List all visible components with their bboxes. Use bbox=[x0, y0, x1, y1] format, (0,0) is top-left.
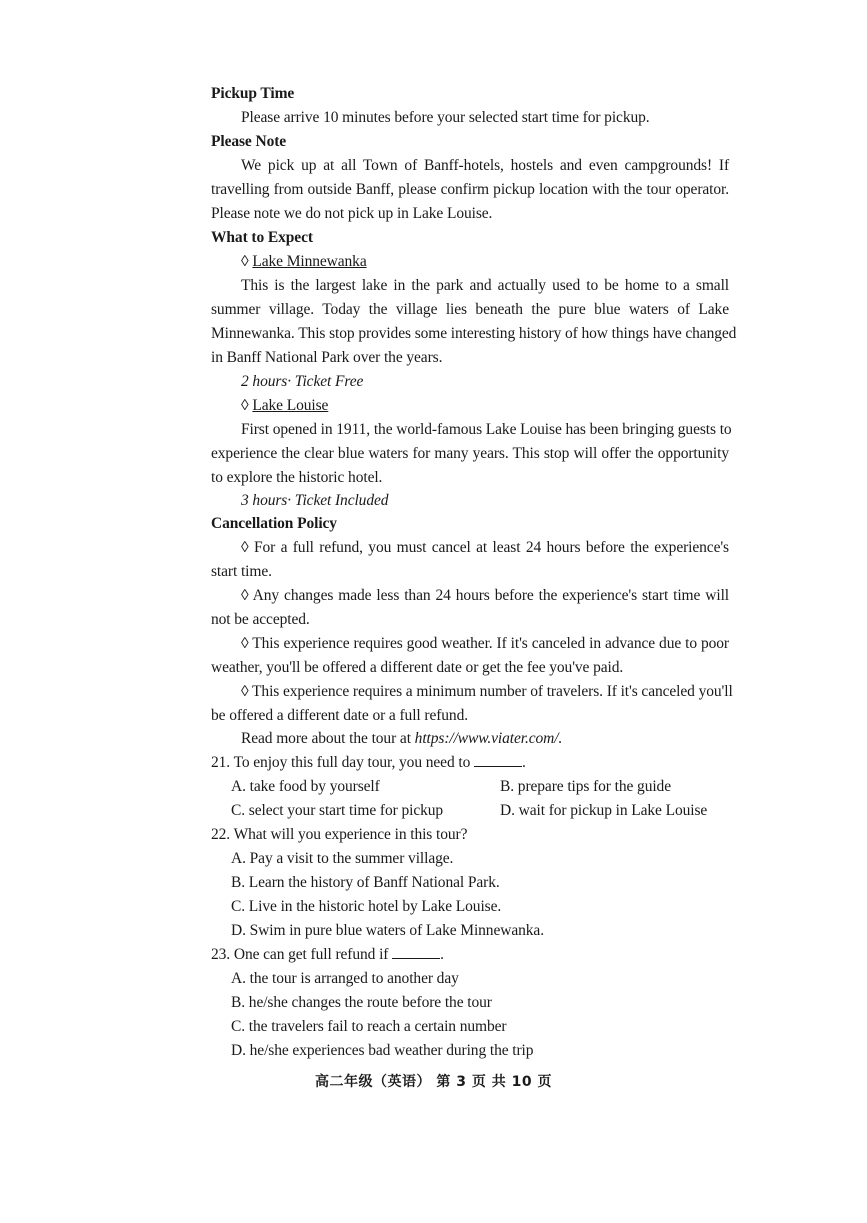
stop-line: in Banff National Park over the years. bbox=[211, 349, 443, 366]
expect-heading: What to Expect bbox=[211, 229, 313, 246]
stop-name-lake-louise: Lake Louise bbox=[252, 397, 329, 414]
note-heading: Please Note bbox=[211, 133, 287, 150]
question-stem: 21. To enjoy this full day tour, you need to bbox=[211, 754, 471, 771]
option-d: D. he/she experiences bad weather during the trip bbox=[231, 1042, 534, 1059]
policy-line: start time. bbox=[211, 563, 272, 580]
policy-line: weather, you'll be offered a different date or get the fee you've paid. bbox=[211, 659, 624, 676]
policy-line: ◊ Any changes made less than 24 hours before the experience's start time will bbox=[241, 587, 729, 604]
question-23 bbox=[211, 943, 729, 967]
note-line-2: travelling from outside Banff, please confirm pickup location with the tour operator. bbox=[211, 181, 729, 198]
tour-url: https://www.viater.com/. bbox=[414, 730, 563, 747]
stop-title bbox=[241, 394, 729, 418]
read-more bbox=[241, 727, 729, 751]
question-22: 22. What will you experience in this tour? bbox=[211, 826, 468, 843]
cancellation-heading: Cancellation Policy bbox=[211, 515, 337, 532]
policy-line: ◊ This experience requires good weather. If it's canceled in advance due to poor bbox=[241, 635, 729, 652]
question-end: . bbox=[440, 946, 444, 963]
option-a: A. Pay a visit to the summer village. bbox=[231, 850, 454, 867]
option-c: C. Live in the historic hotel by Lake Louise. bbox=[231, 898, 502, 915]
option-c: C. the travelers fail to reach a certain number bbox=[231, 1018, 507, 1035]
page-footer: 高二年级（英语） 第 3 页 共 10 页 bbox=[315, 1074, 552, 1090]
question-end: . bbox=[522, 754, 526, 771]
stop-line: This is the largest lake in the park and actually used to be home to a small bbox=[241, 277, 729, 294]
stop-line: summer village. Today the village lies beneath the pure blue waters of Lake bbox=[211, 301, 729, 318]
diamond-bullet-icon: ◊ bbox=[241, 253, 249, 270]
stop-line: First opened in 1911, the world-famous Lake Louise has been bringing guests to bbox=[241, 421, 732, 438]
stop-info: 3 hours· Ticket Included bbox=[241, 492, 389, 509]
stop-name-lake-minnewanka: Lake Minnewanka bbox=[252, 253, 367, 270]
stop-title bbox=[241, 250, 729, 274]
read-more-prefix: Read more about the tour at bbox=[241, 730, 415, 747]
pickup-heading: Pickup Time bbox=[211, 85, 295, 102]
note-line-3: Please note we do not pick up in Lake Louise. bbox=[211, 205, 493, 222]
stop-line: Minnewanka. This stop provides some interesting history of how things have changed bbox=[211, 325, 737, 342]
stop-line: to explore the historic hotel. bbox=[211, 469, 383, 486]
question-stem: 23. One can get full refund if bbox=[211, 946, 389, 963]
stop-info: 2 hours· Ticket Free bbox=[241, 373, 364, 390]
policy-line: not be accepted. bbox=[211, 611, 310, 628]
option-d: D. Swim in pure blue waters of Lake Minnewanka. bbox=[231, 922, 544, 939]
policy-line: ◊ This experience requires a minimum number of travelers. If it's canceled you'll bbox=[241, 683, 733, 700]
option-a: A. take food by yourself bbox=[231, 778, 380, 795]
policy-line: ◊ For a full refund, you must cancel at least 24 hours before the experience's bbox=[241, 539, 729, 556]
answer-blank bbox=[392, 944, 440, 959]
option-b: B. Learn the history of Banff National Park. bbox=[231, 874, 500, 891]
note-line-1: We pick up at all Town of Banff-hotels, hostels and even campgrounds! If bbox=[241, 157, 729, 174]
policy-line: be offered a different date or a full refund. bbox=[211, 707, 469, 724]
pickup-text: Please arrive 10 minutes before your selected start time for pickup. bbox=[241, 109, 650, 126]
option-d: D. wait for pickup in Lake Louise bbox=[500, 802, 708, 819]
diamond-bullet-icon: ◊ bbox=[241, 397, 249, 414]
stop-line: experience the clear blue waters for many years. This stop will offer the opportunity bbox=[211, 445, 729, 462]
option-b: B. prepare tips for the guide bbox=[500, 778, 671, 795]
option-b: B. he/she changes the route before the tour bbox=[231, 994, 492, 1011]
question-21 bbox=[211, 751, 729, 775]
answer-blank bbox=[474, 752, 522, 767]
option-a: A. the tour is arranged to another day bbox=[231, 970, 459, 987]
option-c: C. select your start time for pickup bbox=[231, 802, 444, 819]
